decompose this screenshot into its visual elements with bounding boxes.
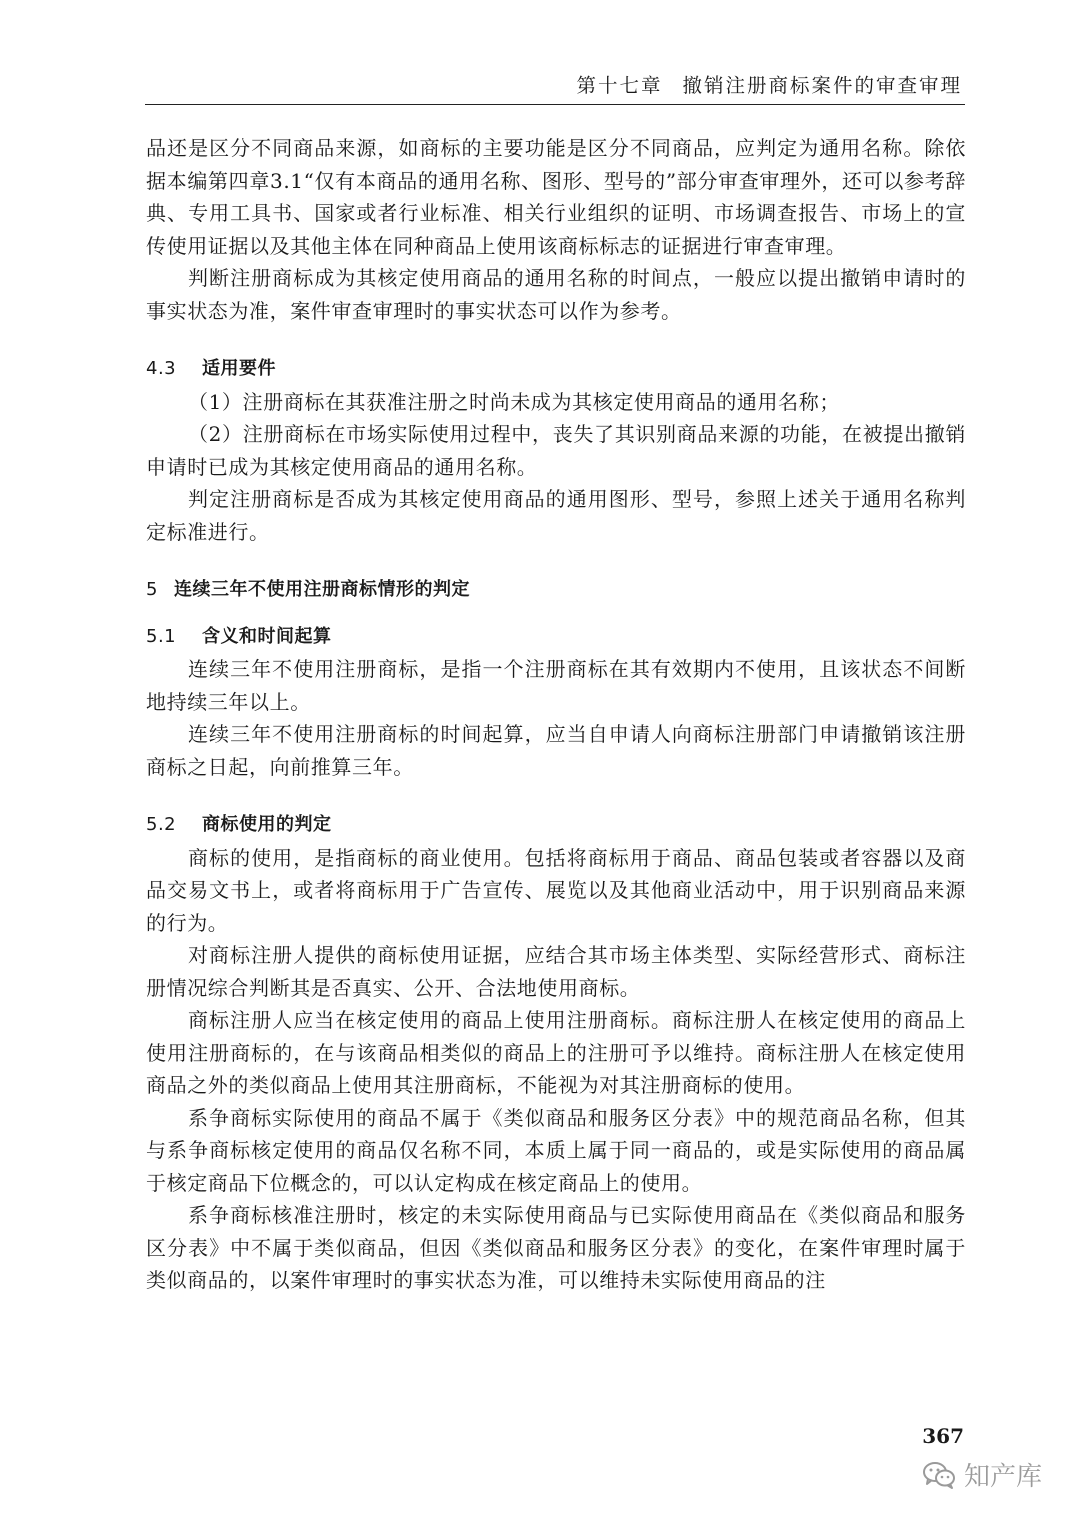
page-number: 367 xyxy=(922,1424,964,1448)
paragraph: 连续三年不使用注册商标的时间起算，应当自申请人向商标注册部门申请撤销该注册商标之日起，向前推算三年。 xyxy=(146,722,966,779)
page-body xyxy=(146,132,966,1297)
section-title: 连续三年不使用注册商标情形的判定 xyxy=(174,579,470,600)
section-number: 5.2 xyxy=(146,814,177,835)
section-number: 5 xyxy=(146,579,158,600)
paragraph: （2）注册商标在市场实际使用过程中，丧失了其识别商品来源的功能，在被提出撤销申请时已成为其核定使用商品的通用名称。 xyxy=(146,422,966,479)
section-title: 含义和时间起算 xyxy=(202,625,332,647)
section-number: 4.3 xyxy=(146,358,177,379)
paragraph: 品还是区分不同商品来源，如商标的主要功能是区分不同商品，应判定为通用名称。除依据本编第四章3.1“仅有本商品的通用名称、图形、型号的”部分审查审理外，还可以参考辞典、专用工具书、国家或者行业标准、相关行业组织的证明、市场调查报告、市场上的宣传使用证据以及其他主体在同种商品上使用该商标标志的证据进行审查审理。 xyxy=(146,136,966,258)
paragraph: 商标注册人应当在核定使用的商品上使用注册商标。商标注册人在核定使用的商品上使用注册商标的，在与该商品相类似的商品上的注册可予以维持。商标注册人在核定使用商品之外的类似商品上使用其注册商标，不能视为对其注册商标的使用。 xyxy=(146,1008,966,1097)
section-number: 5.1 xyxy=(146,625,177,647)
paragraph: 商标的使用，是指商标的商业使用。包括将商标用于商品、商品包装或者容器以及商品交易文书上，或者将商标用于广告宣传、展览以及其他商业活动中，用于识别商品来源的行为。 xyxy=(146,845,966,935)
section-heading-5-2 xyxy=(146,809,966,842)
paragraph: 系争商标核准注册时，核定的未实际使用商品与已实际使用商品在《类似商品和服务区分表》中不属于类似商品，但因《类似商品和服务区分表》的变化，在案件审理时属于类似商品的，以案件审理时的事实状态为准，可以维持未实际使用商品的注 xyxy=(146,1203,966,1292)
paragraph: 系争商标实际使用的商品不属于《类似商品和服务区分表》中的规范商品名称，但其与系争商标核定使用的商品仅名称不同，本质上属于同一商品的，或是实际使用的商品属于核定商品下位概念的，可以认定构成在核定商品上的使用。 xyxy=(146,1105,966,1195)
paragraph: 连续三年不使用注册商标，是指一个注册商标在其有效期内不使用，且该状态不间断地持续三年以上。 xyxy=(146,657,966,714)
section-heading-5 xyxy=(146,574,966,607)
section-heading-5-1 xyxy=(146,621,966,654)
paragraph: （1）注册商标在其获准注册之时尚未成为其核定使用商品的通用名称； xyxy=(188,389,840,414)
chapter-label: 第十七章 xyxy=(576,74,663,97)
watermark-text: 知产库 xyxy=(963,1462,1042,1492)
paragraph: 对商标注册人提供的商标使用证据，应结合其市场主体类型、实际经营形式、商标注册情况综合判断其是否真实、公开、合法地使用商标。 xyxy=(146,943,966,1000)
header-rule xyxy=(145,104,965,105)
section-title: 商标使用的判定 xyxy=(202,814,332,835)
paragraph: 判断注册商标成为其核定使用商品的通用名称的时间点，一般应以提出撤销申请时的事实状态为准，案件审查审理时的事实状态可以作为参考。 xyxy=(146,266,966,323)
running-header xyxy=(576,70,962,98)
wechat-icon xyxy=(922,1460,956,1490)
watermark xyxy=(922,1456,1042,1493)
chapter-title: 撤销注册商标案件的审查审理 xyxy=(682,74,962,97)
section-heading-4-3 xyxy=(146,353,966,386)
paragraph: 判定注册商标是否成为其核定使用商品的通用图形、型号，参照上述关于通用名称判定标准进行。 xyxy=(146,487,966,544)
section-title: 适用要件 xyxy=(202,358,276,379)
